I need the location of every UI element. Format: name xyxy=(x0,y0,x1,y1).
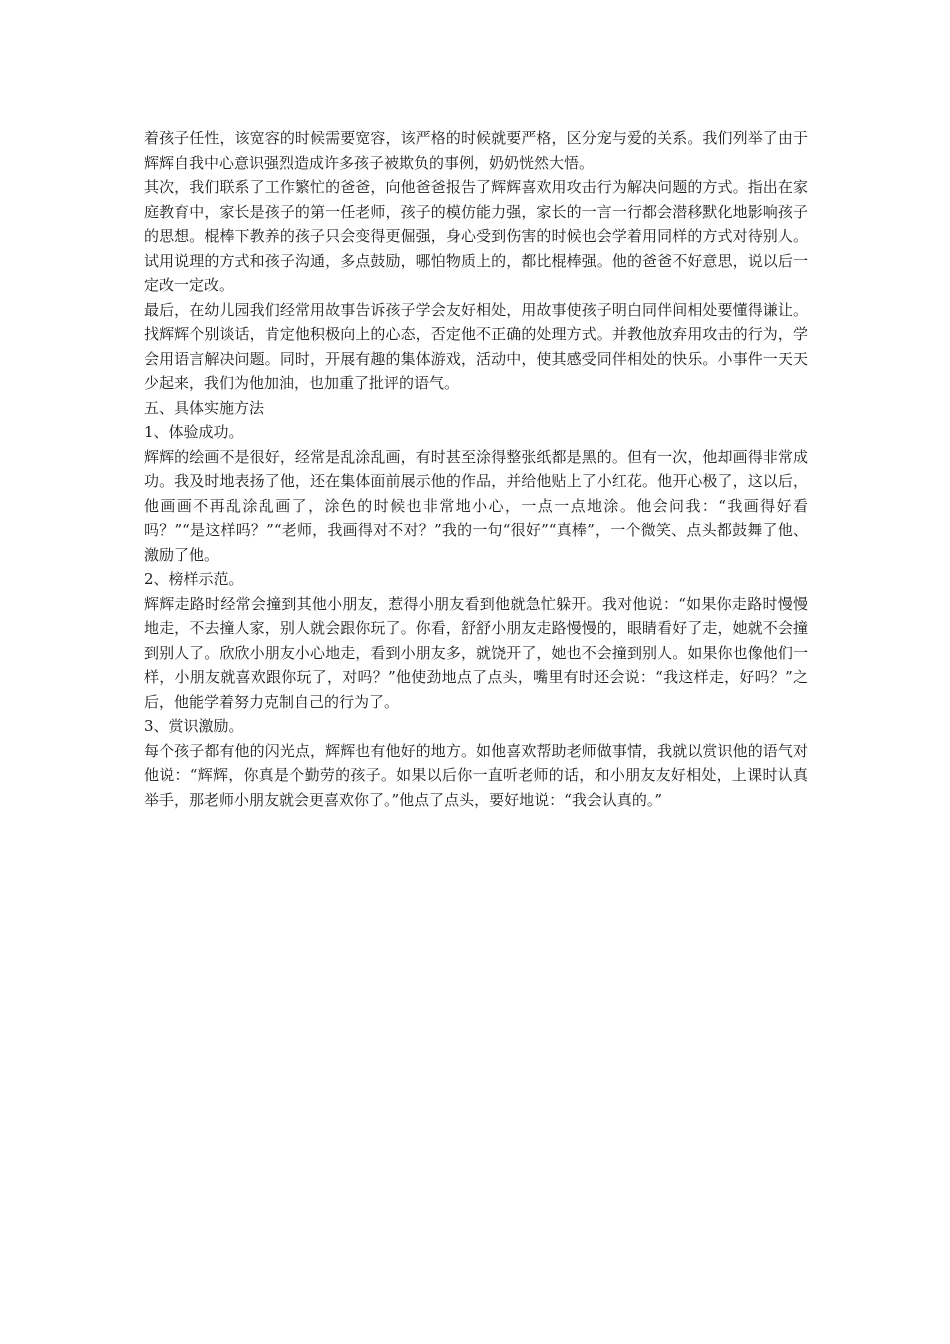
subheading-3: 3、赏识激励。 xyxy=(144,717,244,735)
paragraph-6: 每个孩子都有他的闪光点，辉辉也有他好的地方。如他喜欢帮助老师做事情，我就以赏识他的语气对他说：“辉辉，你真是个勤劳的孩子。如果以后你一直听老师的话，和小朋友友好相处，上课时认真举手，那老师小朋友就会更喜欢你了。”他点了点头，要好地说：“我会认真的。” xyxy=(144,741,808,809)
document-body xyxy=(144,126,808,812)
subheading-1: 1、体验成功。 xyxy=(144,423,244,441)
subheading-2: 2、榜样示范。 xyxy=(144,570,244,588)
paragraph-5: 辉辉走路时经常会撞到其他小朋友，惹得小朋友看到他就急忙躲开。我对他说：“如果你走路时慢慢地走，不去撞人家，别人就会跟你玩了。你看，舒舒小朋友走路慢慢的，眼睛看好了走，她就不会撞到别人了。欣欣小朋友小心地走，看到小朋友多，就饶开了，她也不会撞到别人。如果你也像他们一样，小朋友就喜欢跟你玩了，对吗？”他使劲地点了点头，嘴里有时还会说：“我这样走，好吗？”之后，他能学着努力克制自己的行为了。 xyxy=(144,594,808,711)
paragraph-2: 其次，我们联系了工作繁忙的爸爸，向他爸爸报告了辉辉喜欢用攻击行为解决问题的方式。指出在家庭教育中，家长是孩子的第一任老师，孩子的模仿能力强，家长的一言一行都会潜移默化地影响孩子的思想。棍棒下教养的孩子只会变得更倔强，身心受到伤害的时候也会学着用同样的方式对待别人。试用说理的方式和孩子沟通，多点鼓励，哪怕物质上的，都比棍棒强。他的爸爸不好意思，说以后一定改一定改。 xyxy=(144,178,808,294)
paragraph-4: 辉辉的绘画不是很好，经常是乱涂乱画，有时甚至涂得整张纸都是黑的。但有一次，他却画得非常成功。我及时地表扬了他，还在集体面前展示他的作品，并给他贴上了小红花。他开心极了，这以后，他画画不再乱涂乱画了，涂色的时候也非常地小心，一点一点地涂。他会问我：“我画得好看吗？”“是这样吗？”“老师，我画得对不对？”我的一句“很好”“真棒”，一个微笑、点头都鼓舞了他、激励了他。 xyxy=(144,447,808,564)
paragraph-1: 着孩子任性，该宽容的时候需要宽容，该严格的时候就要严格，区分宠与爱的关系。我们列举了由于辉辉自我中心意识强烈造成许多孩子被欺负的事例，奶奶恍然大悟。 xyxy=(144,129,808,172)
section-heading: 五、具体实施方法 xyxy=(144,398,265,417)
paragraph-3: 最后，在幼儿园我们经常用故事告诉孩子学会友好相处，用故事使孩子明白同伴间相处要懂得谦让。找辉辉个别谈话，肯定他积极向上的心态，否定他不正确的处理方式。并教他放弃用攻击的行为，学会用语言解决问题。同时，开展有趣的集体游戏，活动中，使其感受同伴相处的快乐。小事件一天天少起来，我们为他加油，也加重了批评的语气。 xyxy=(144,300,808,392)
